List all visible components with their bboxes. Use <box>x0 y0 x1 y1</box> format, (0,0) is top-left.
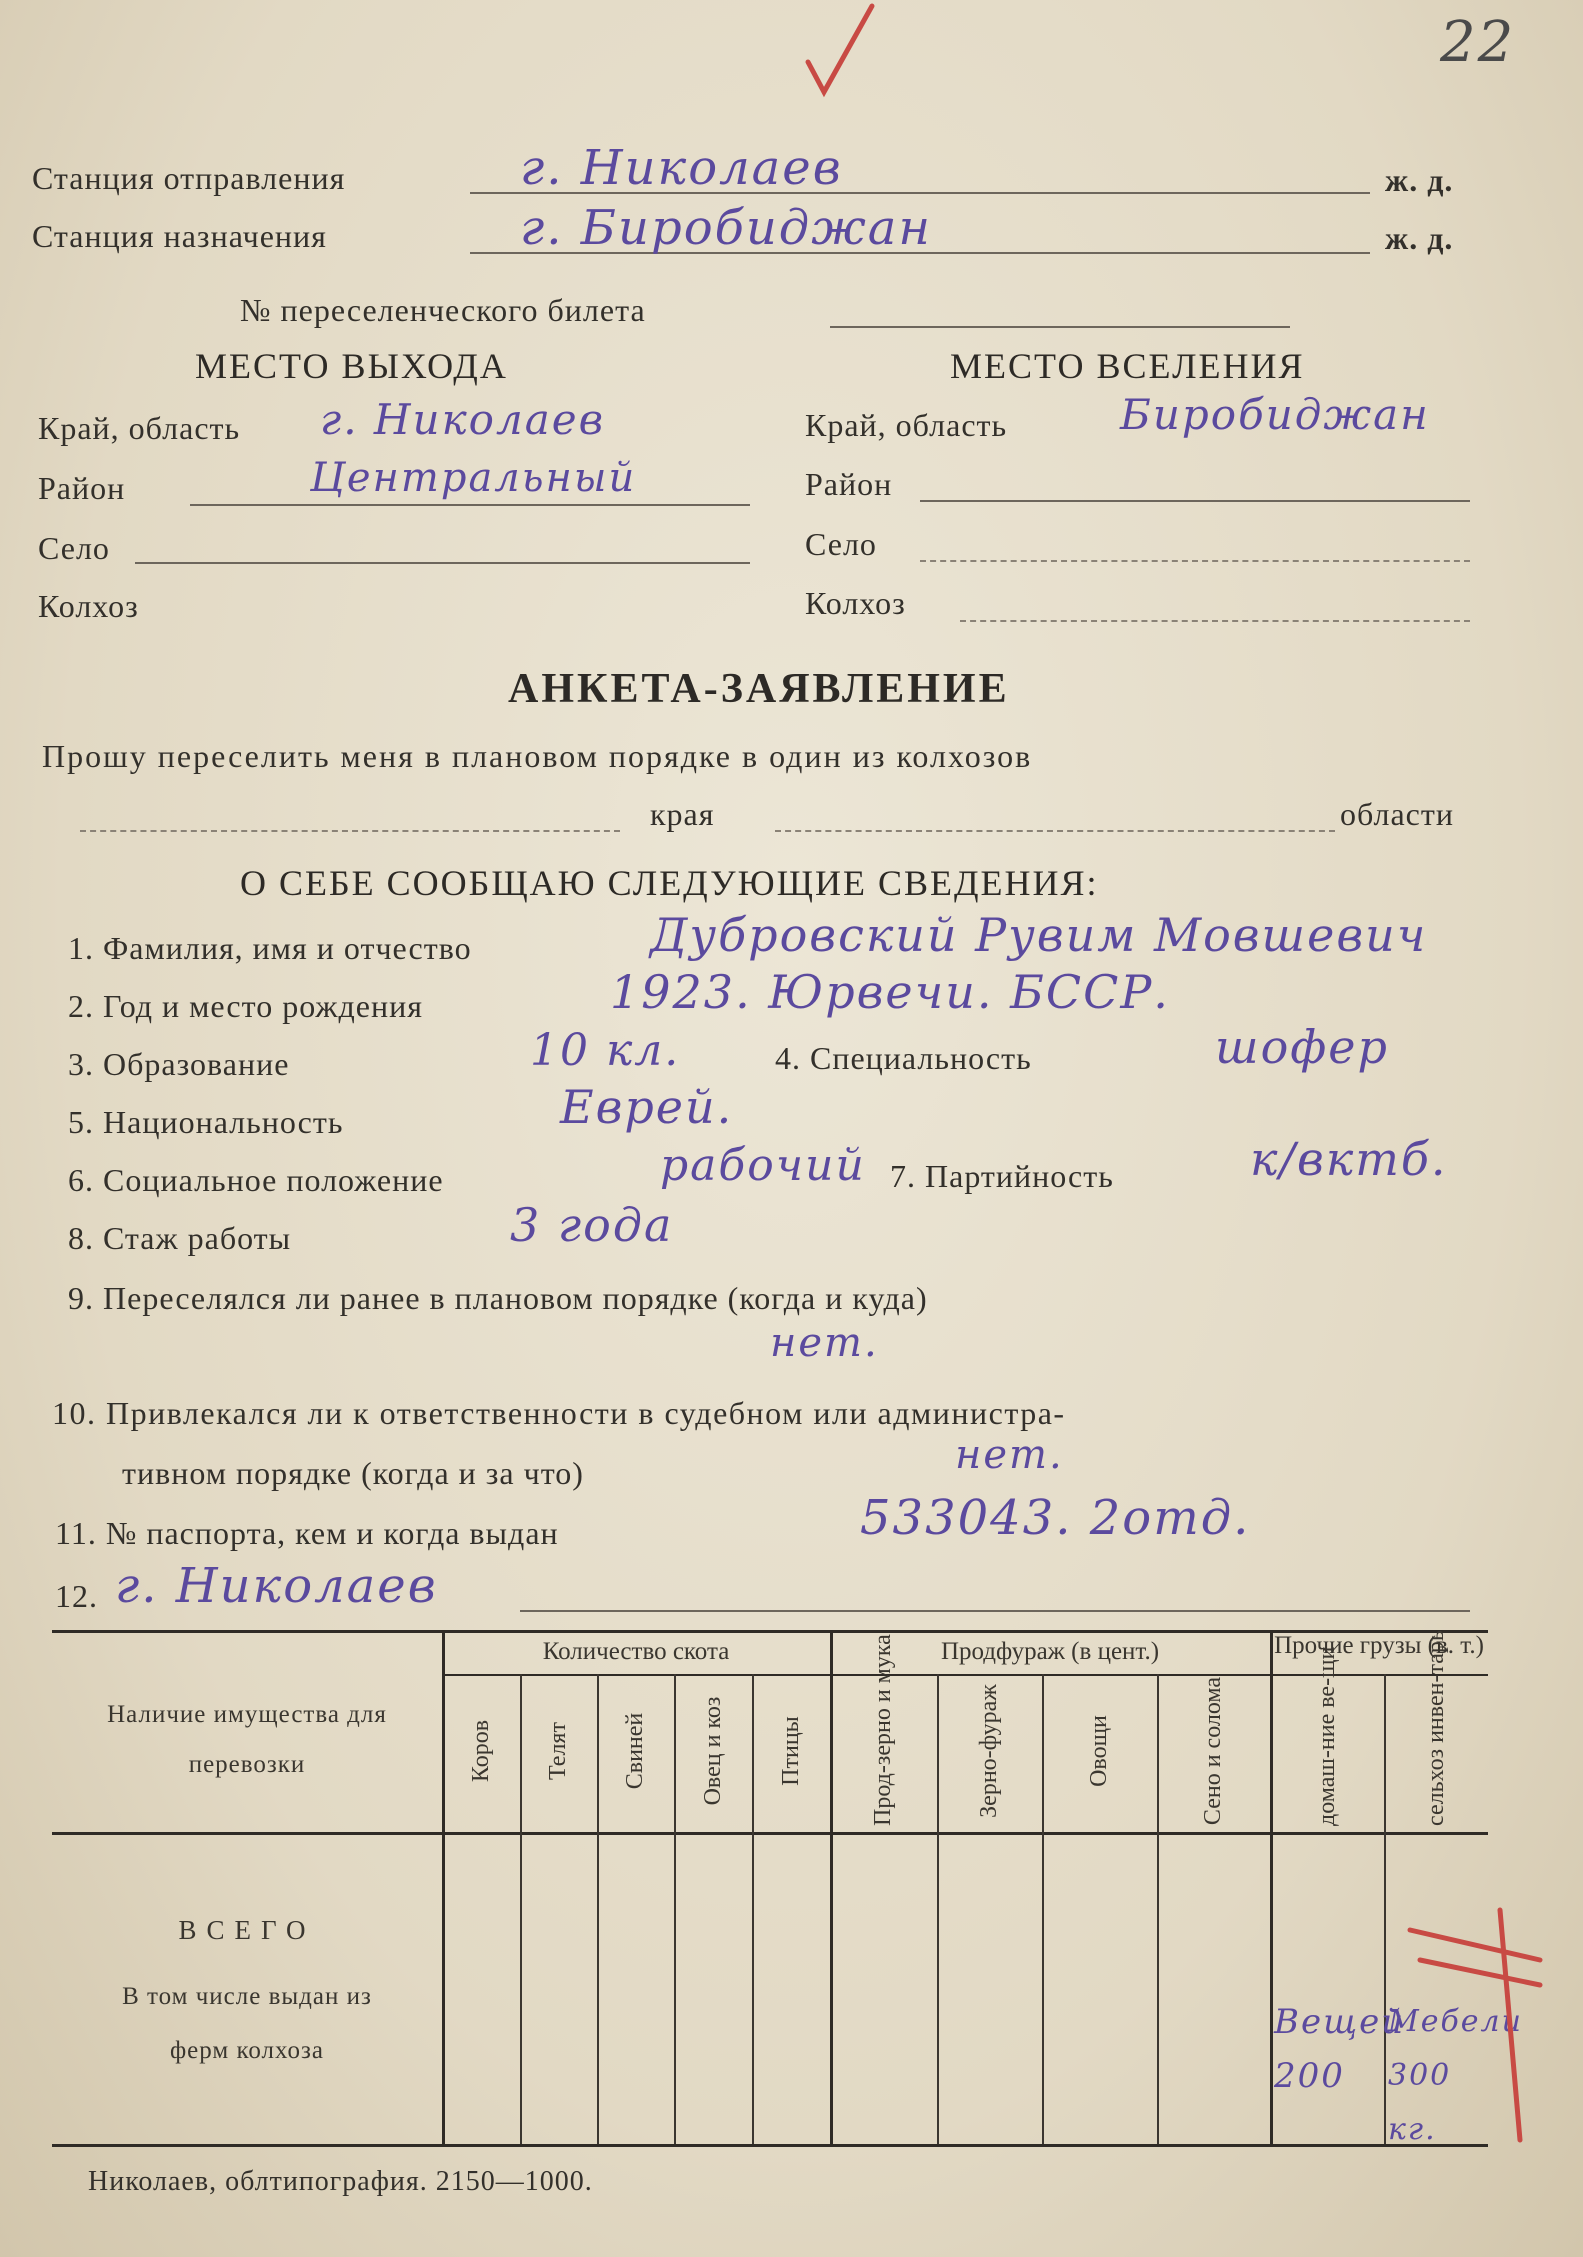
ticket-number-line <box>830 326 1290 328</box>
form-title: АНКЕТА-ЗАЯВЛЕНИЕ <box>508 666 1010 712</box>
table-col-header: Телят <box>545 1722 571 1780</box>
table-col-header: Овощи <box>1086 1715 1112 1787</box>
field-3-label: 3. Образование <box>68 1046 290 1082</box>
exit-district-value: Центральный <box>310 455 637 501</box>
table-group-livestock: Количество скота <box>542 1638 730 1665</box>
settle-district-label: Район <box>805 466 893 502</box>
field-12-value: г. Николаев <box>115 1558 438 1614</box>
table-col-header: домаш-ние ве-щи <box>1314 1646 1340 1826</box>
field-4-label: 4. Специальность <box>775 1040 1032 1076</box>
check-mark-icon <box>800 0 880 110</box>
field-4-value: шофер <box>1215 1020 1389 1074</box>
field-1-value: Дубровский Рувим Мовшевич <box>650 908 1428 962</box>
ticket-number-label: № переселенческого билета <box>240 292 646 328</box>
table-col-header: Свиней <box>622 1712 648 1790</box>
table-col-header: сельхоз инвен-тарь <box>1423 1630 1449 1826</box>
printer-footer: Николаев, облтипография. 2150—1000. <box>88 2166 593 2197</box>
settle-village-label: Село <box>805 526 877 562</box>
about-heading: О СЕБЕ СООБЩАЮ СЛЕДУЮЩИЕ СВЕДЕНИЯ: <box>240 863 1099 903</box>
table-other-inventory-value: Мебели 300 кг. <box>1388 2004 1523 2147</box>
field-12-label: 12. <box>55 1578 98 1614</box>
request-kraya-label: края <box>650 796 715 832</box>
exit-place-heading: МЕСТО ВЫХОДА <box>195 346 508 386</box>
departure-station-label: Станция отправления <box>32 160 346 196</box>
field-12-line <box>520 1610 1470 1612</box>
field-2-value: 1923. Юрвечи. БССР. <box>610 965 1170 1019</box>
field-1-label: 1. Фамилия, имя и отчество <box>68 930 472 966</box>
field-6-value: рабочий <box>660 1140 866 1191</box>
exit-region-label: Край, область <box>38 410 241 446</box>
field-11-label: 11. № паспорта, кем и когда выдан <box>55 1515 559 1551</box>
table-other-household-value: Вещей 200 <box>1274 2002 1406 2096</box>
table-col-header: Зерно-фураж <box>976 1684 1002 1818</box>
field-5-label: 5. Национальность <box>68 1104 344 1140</box>
destination-station-value: г. Биробиджан <box>520 200 933 256</box>
departure-station-value: г. Николаев <box>520 140 843 196</box>
settle-district-line <box>920 500 1470 502</box>
exit-kolkhoz-label: Колхоз <box>38 588 139 624</box>
settle-kolkhoz-label: Колхоз <box>805 585 906 621</box>
table-col-header: Коров <box>468 1719 494 1783</box>
destination-station-label: Станция назначения <box>32 218 327 254</box>
red-correction-mark <box>1390 1890 1550 2150</box>
property-table <box>52 1630 1523 2147</box>
request-oblast-line <box>775 830 1335 832</box>
field-9-value: нет. <box>770 1320 879 1366</box>
table-col-header: Овец и коз <box>700 1696 726 1806</box>
settle-place-heading: МЕСТО ВСЕЛЕНИЯ <box>950 346 1305 386</box>
exit-village-label: Село <box>38 530 110 566</box>
table-col-header: Птицы <box>778 1716 804 1786</box>
field-6-label: 6. Социальное положение <box>68 1162 444 1198</box>
field-11-value: 533043. 2отд. <box>860 1490 1251 1546</box>
departure-station-suffix: ж. д. <box>1385 162 1454 198</box>
field-8-label: 8. Стаж работы <box>68 1220 292 1256</box>
field-8-value: 3 года <box>510 1198 674 1252</box>
settle-region-label: Край, область <box>805 407 1008 443</box>
request-kraya-line <box>80 830 620 832</box>
destination-station-suffix: ж. д. <box>1385 220 1454 256</box>
exit-region-value: г. Николаев <box>320 395 606 444</box>
settle-region-value: Биробиджан <box>1120 390 1430 439</box>
table-group-other: Прочие грузы (в. т.) <box>1274 1632 1484 1659</box>
table-col-header: Сено и солома <box>1200 1676 1226 1826</box>
table-issued-label: В том числе выдан из ферм колхоза <box>122 1983 372 2064</box>
field-7-label: 7. Партийность <box>890 1158 1114 1194</box>
table-total-label: ВСЕГО <box>178 1915 316 1945</box>
field-10-label-a: 10. Привлекался ли к ответственности в судебном или администра- <box>52 1395 1066 1431</box>
settle-kolkhoz-line <box>960 620 1470 622</box>
table-col-header: Прод-зерно и мука <box>870 1634 896 1826</box>
field-3-value: 10 кл. <box>530 1025 681 1076</box>
field-2-label: 2. Год и место рождения <box>68 988 423 1024</box>
table-row-header: Наличие имущества для перевозки <box>107 1701 387 1778</box>
field-7-value: к/вктб. <box>1250 1132 1448 1186</box>
request-line: Прошу переселить меня в плановом порядке в один из колхозов <box>42 738 1033 774</box>
request-oblast-label: области <box>1340 796 1454 832</box>
exit-district-label: Район <box>38 470 126 506</box>
field-10-value: нет. <box>955 1432 1064 1478</box>
table-group-fodder: Продфураж (в цент.) <box>940 1638 1160 1665</box>
settle-village-line <box>920 560 1470 562</box>
field-10-label-b: тивном порядке (когда и за что) <box>122 1455 584 1491</box>
field-9-label: 9. Переселялся ли ранее в плановом порядке (когда и куда) <box>68 1280 928 1316</box>
exit-village-line <box>135 562 750 564</box>
field-5-value: Еврей. <box>560 1080 734 1134</box>
page-number: 22 <box>1440 10 1516 75</box>
exit-district-line <box>190 504 750 506</box>
